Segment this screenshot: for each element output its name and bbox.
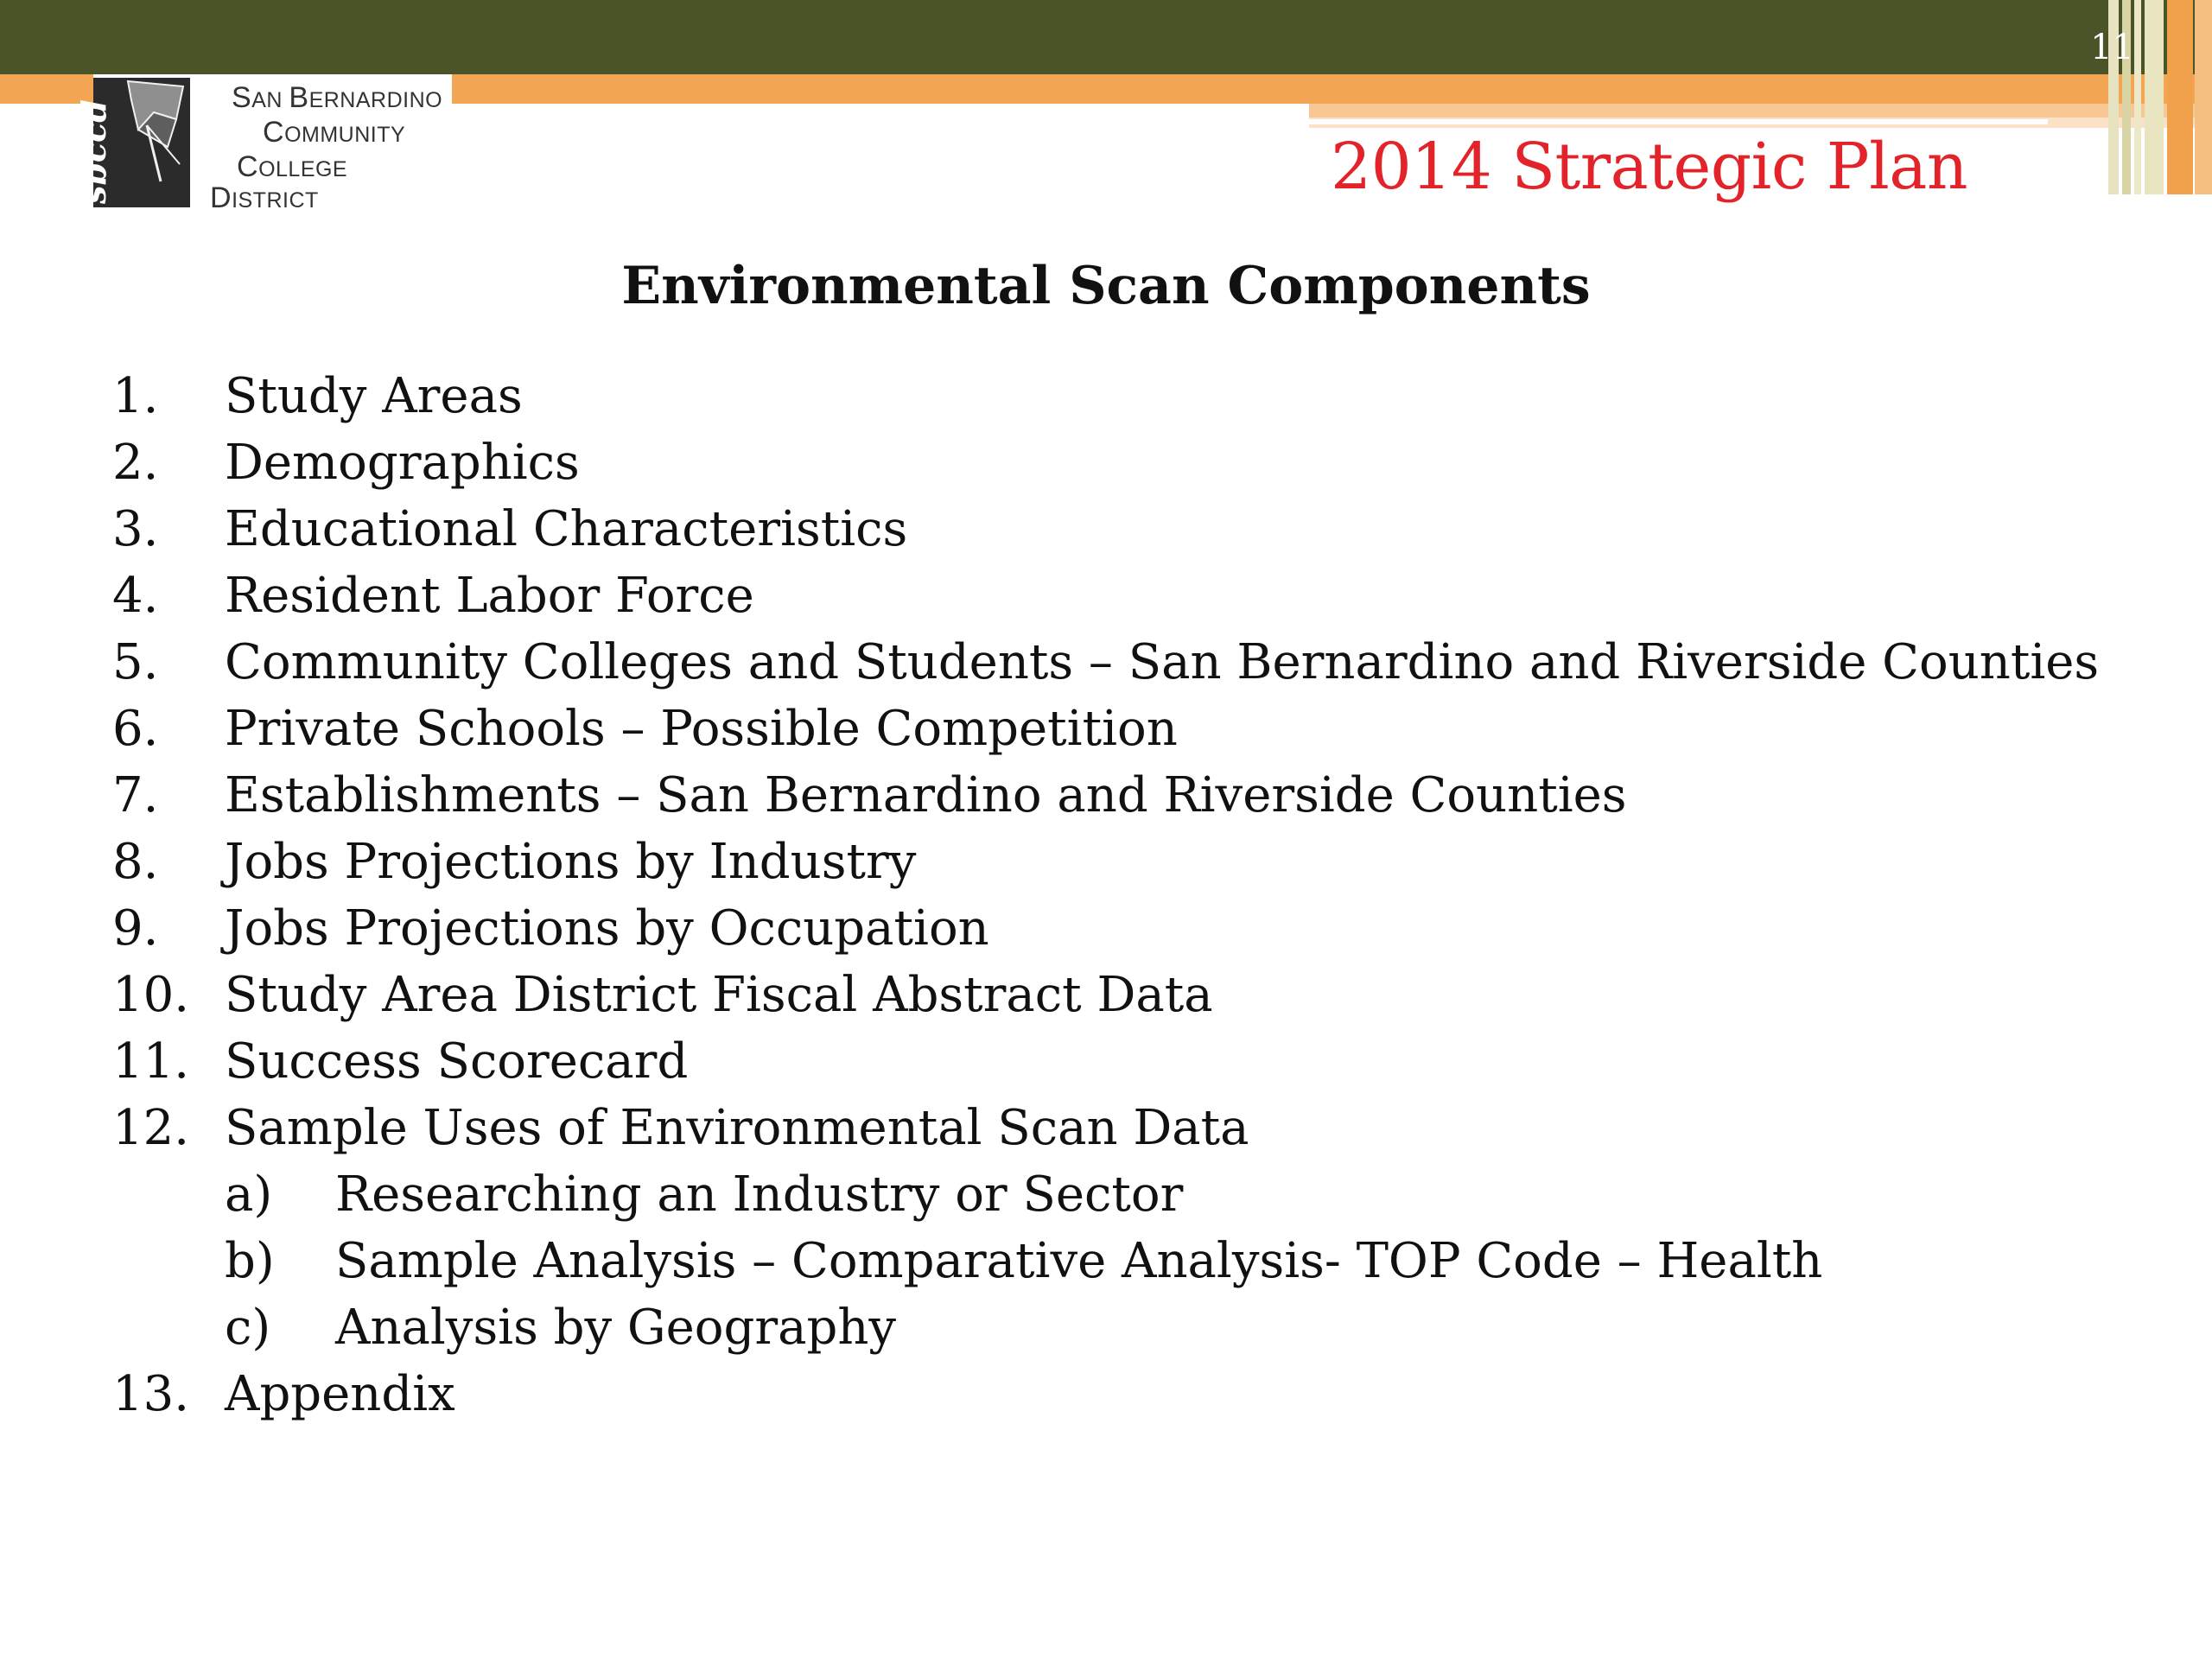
sub-item-label: Analysis by Geography xyxy=(335,1300,897,1356)
sub-item-label: Sample Analysis – Comparative Analysis- TOP Code – Health xyxy=(335,1233,1823,1289)
item-number: 12. xyxy=(112,1100,190,1156)
item-number: 10. xyxy=(112,967,190,1023)
item-label: Resident Labor Force xyxy=(225,568,754,624)
item-label: Demographics xyxy=(225,435,580,491)
plan-title: 2014 Strategic Plan xyxy=(1331,130,1968,204)
item-label: Study Areas xyxy=(225,368,523,424)
logo-text-line: SAN BERNARDINO xyxy=(232,81,443,114)
item-number: 11. xyxy=(112,1033,190,1090)
item-label: Establishments – San Bernardino and Riverside Counties xyxy=(225,767,1627,823)
item-number: 13. xyxy=(112,1366,190,1422)
slide-heading: Environmental Scan Components xyxy=(621,256,1591,316)
item-number: 6. xyxy=(112,701,159,757)
decorative-stripe xyxy=(2167,0,2193,194)
sub-item-label: Researching an Industry or Sector xyxy=(335,1166,1184,1223)
decorative-stripe xyxy=(2145,0,2164,194)
item-label: Educational Characteristics xyxy=(225,501,908,557)
item-number: 5. xyxy=(112,634,159,690)
item-number: 9. xyxy=(112,900,159,957)
logo-mark xyxy=(74,78,190,207)
sub-item-letter: c) xyxy=(225,1300,271,1356)
item-label: Private Schools – Possible Competition xyxy=(225,701,1178,757)
page-number: 11 xyxy=(2090,28,2134,67)
svg-text:sbccd: sbccd xyxy=(74,99,113,204)
item-label: Study Area District Fiscal Abstract Data xyxy=(225,967,1213,1023)
item-number: 2. xyxy=(112,435,159,491)
item-number: 7. xyxy=(112,767,159,823)
item-label: Community Colleges and Students – San Bernardino and Riverside Counties xyxy=(225,634,2100,690)
item-label: Jobs Projections by Occupation xyxy=(225,900,989,957)
district-logo xyxy=(74,74,452,214)
item-label: Success Scorecard xyxy=(225,1033,689,1090)
sub-item-letter: a) xyxy=(225,1166,273,1223)
top-banner xyxy=(0,0,2212,74)
logo-text-line: COMMUNITY xyxy=(263,116,406,149)
sub-item-letter: b) xyxy=(225,1233,275,1289)
decorative-line xyxy=(1309,119,2048,124)
item-label: Sample Uses of Environmental Scan Data xyxy=(225,1100,1249,1156)
item-label: Appendix xyxy=(225,1366,455,1422)
item-number: 4. xyxy=(112,568,159,624)
decorative-band xyxy=(1309,104,2212,118)
item-number: 1. xyxy=(112,368,159,424)
item-number: 8. xyxy=(112,834,159,890)
logo-text-line: COLLEGE xyxy=(237,150,348,183)
decorative-stripe xyxy=(2195,0,2212,194)
logo-text-line: DISTRICT xyxy=(210,181,319,214)
decorative-stripe xyxy=(2134,0,2141,194)
item-number: 3. xyxy=(112,501,159,557)
item-label: Jobs Projections by Industry xyxy=(225,834,917,890)
